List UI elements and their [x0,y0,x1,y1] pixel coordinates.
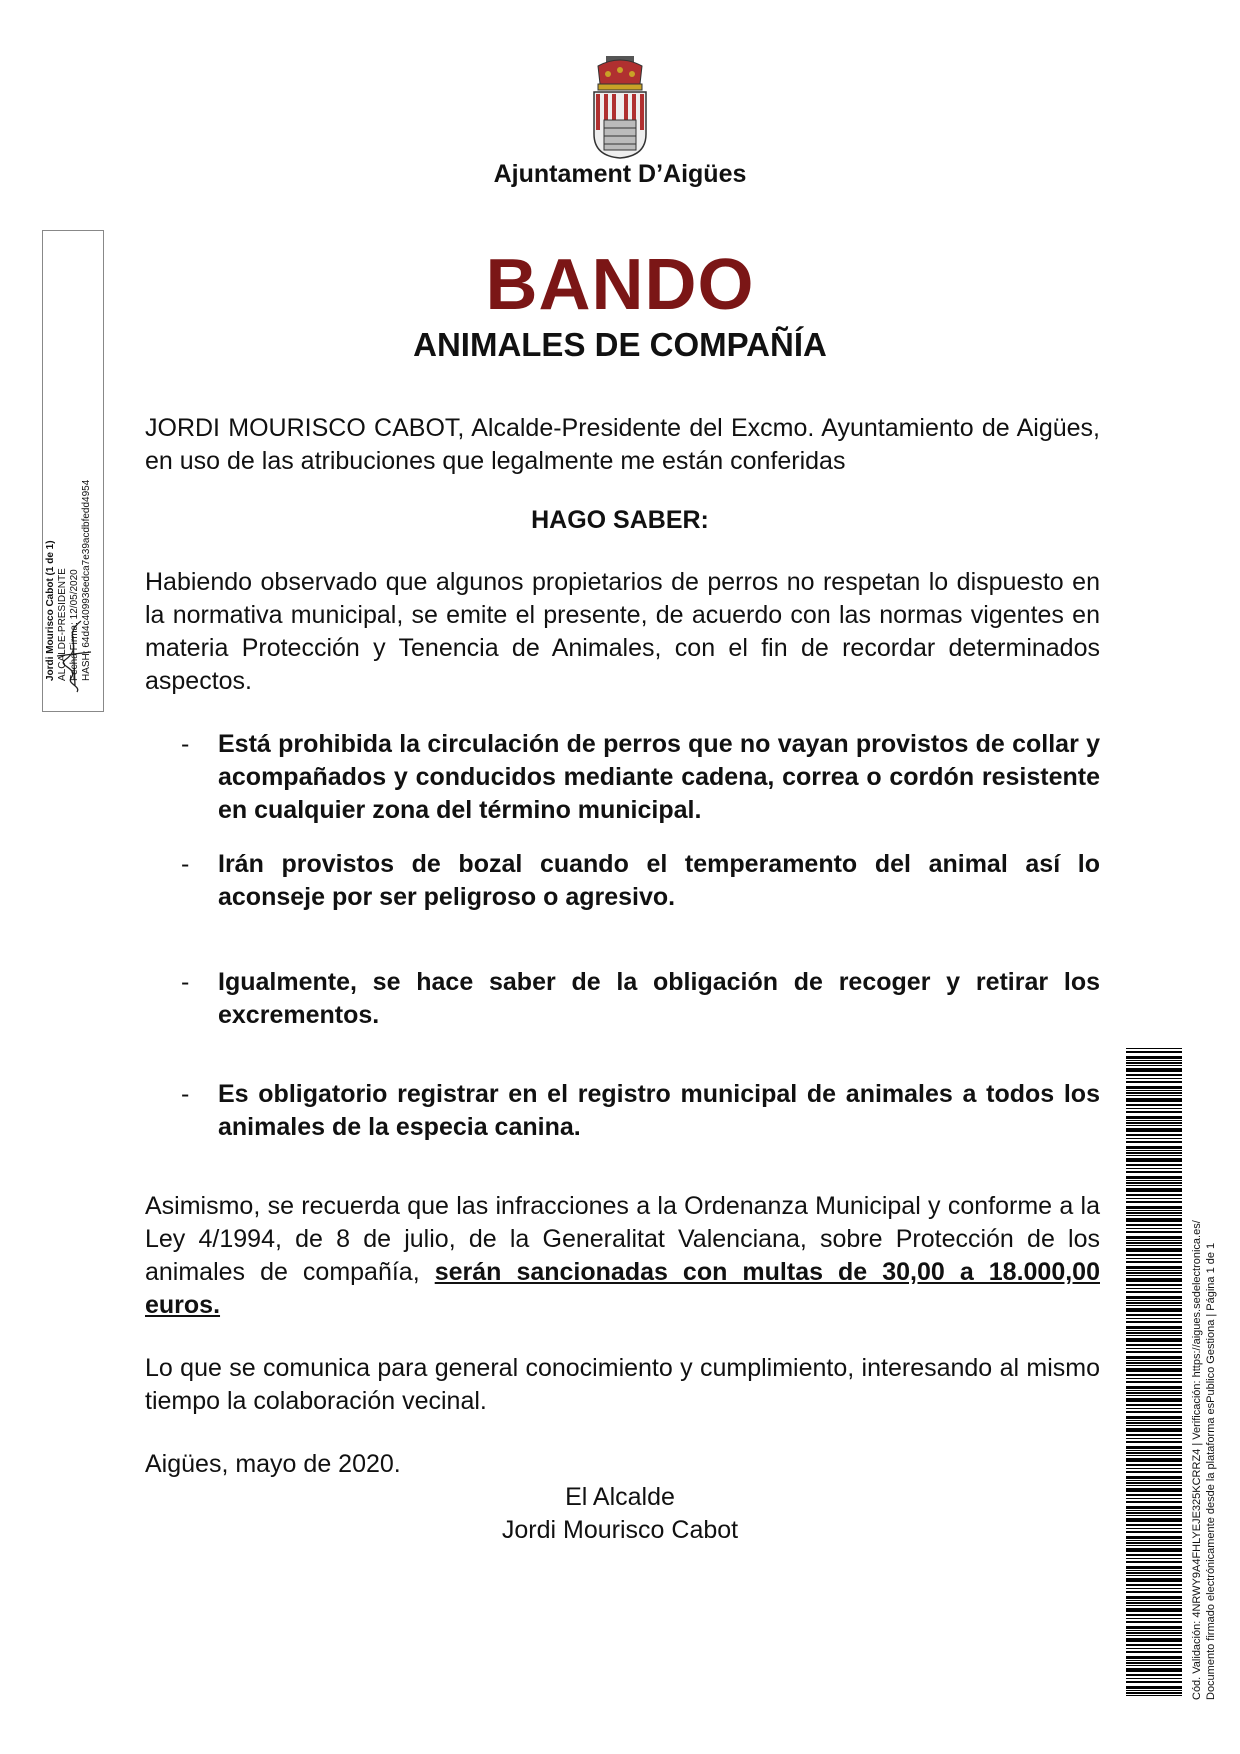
signature-hash: HASH: 64d4c409936edca7e39acdbfedd4954 [81,479,92,681]
fine-notice: serán sancionadas con multas de 30,00 a 18.000,00 euros. [145,1258,1100,1319]
electronic-signature-box [42,230,104,712]
hago-saber-heading: HAGO SABER: [531,506,709,534]
list-item-text: Es obligatorio registrar en el registro municipal de animales a todos los animales de la especia canina. [218,1080,1100,1141]
signature-date: Fecha Firma: 12/05/2020 [69,569,80,681]
signer-name: Jordi Mourisco Cabot (1 de 1) [45,540,56,681]
list-item-text: Irán provistos de bozal cuando el temperamento del animal así lo aconseje por ser peligroso o agresivo. [218,850,1100,911]
intro-paragraph: JORDI MOURISCO CABOT, Alcalde-Presidente del Excmo. Ayuntamiento de Aigües, en uso de las atribuciones que legalmente me están conferidas [145,414,1100,475]
validation-platform: Documento firmado electrónicamente desde la plataforma esPublico Gestiona | Página 1 de 1 [1205,1242,1217,1700]
municipality-name: Ajuntament D’Aigües [493,160,747,188]
body-paragraph-3: Lo que se comunica para general conocimiento y cumplimiento, interesando al mismo tiempo la colaboración vecinal. [145,1354,1100,1415]
body-paragraph-2 [145,1190,1100,1322]
page-title: BANDO [485,245,755,325]
date-line: Aigües, mayo de 2020. [145,1450,401,1478]
list-dash: - [181,850,190,878]
signature-name: Jordi Mourisco Cabot [501,1516,739,1544]
body-paragraph-1: Habiendo observado que algunos propietarios de perros no respetan lo dispuesto en la normativa municipal, se emite el presente, de acuerdo con las normas vigentes en materia Protección y Tenencia de Animales, con el fin de recordar determinados aspectos. [145,568,1100,695]
list-dash: - [181,730,190,758]
barcode-icon [1126,1048,1182,1698]
validation-text [1190,1100,1218,1700]
list-item-text: Igualmente, se hace saber de la obligación de recoger y retirar los excrementos. [218,968,1100,1029]
page-subtitle: ANIMALES DE COMPAÑÍA [413,326,827,363]
signature-role: El Alcalde [565,1483,675,1511]
signature-details [45,211,93,681]
body-paragraph-2-text: Asimismo, se recuerda que las infracciones a la Ordenanza Municipal y conforme a la Ley 4/1994, de 8 de julio, de la Generalitat Valenciana, sobre Protección de los animales de compañía, [145,1192,1100,1286]
validation-code: Cód. Validación: 4NRWY9A4FHLYEJE325KCRRZ4 | Verificación: https://aigues.sedelectronica.es/ [1191,1220,1203,1700]
list-dash: - [181,1080,190,1108]
list-item-text: Está prohibida la circulación de perros que no vayan provistos de collar y acompañados y conducidos mediante cadena, correa o cordón resistente en cualquier zona del término municipal. [218,730,1100,824]
signer-role: ALCALDE-PRESIDENTE [57,568,68,681]
list-dash: - [181,968,190,996]
coat-of-arms-icon [588,56,652,160]
